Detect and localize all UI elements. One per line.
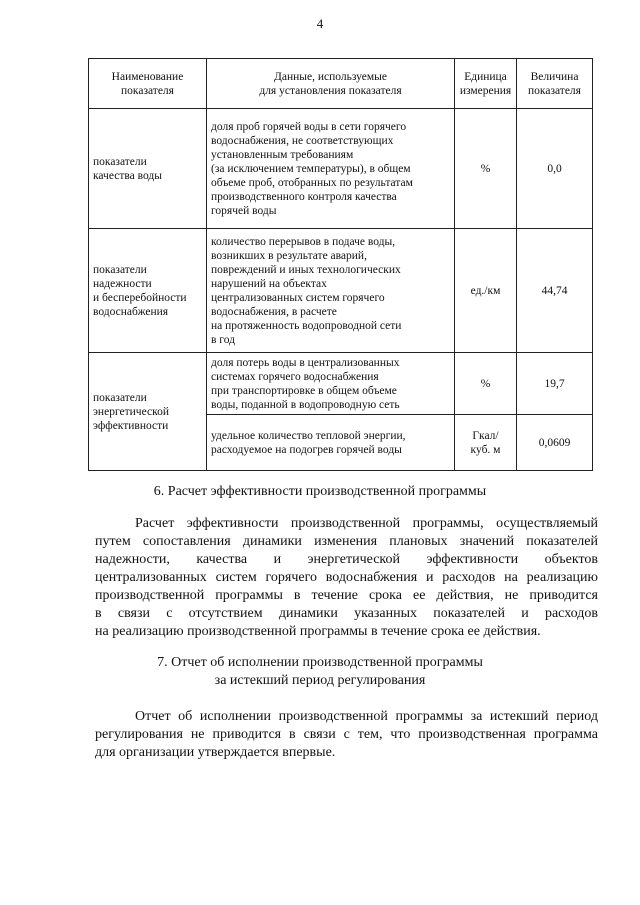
section-7-title-line-2: за истекший период регулирования: [214, 673, 426, 688]
indicator-name-cell: показатели качества воды: [89, 109, 207, 229]
indicator-data-cell: удельное количество тепловой энергии, расходуемое на подогрев горячей воды: [207, 415, 455, 471]
paragraph-line: на реализацию производственной программы в течение срока ее действия.: [95, 624, 541, 639]
indicator-data-cell: количество перерывов в подаче воды, возникших в результате аварий, повреждений и иных технологических нарушений на объектах централизованных систем горячего водоснабжения, в расчете на протяженность водопроводной сети в год: [207, 229, 455, 353]
paragraph-line: централизованных систем горячего водоснабжения и расходов на реализацию: [95, 570, 598, 585]
unit-cell: %: [455, 353, 517, 415]
table-row: [89, 109, 593, 229]
value-cell: 0,0: [517, 109, 593, 229]
indicator-data-cell: доля потерь воды в централизованных системах горячего водоснабжения при транспортировке в общем объеме воды, поданной в водопроводную сеть: [207, 353, 455, 415]
value-cell: 0,0609: [517, 415, 593, 471]
unit-cell: Гкал/ куб. м: [455, 415, 517, 471]
indicator-data-cell: доля проб горячей воды в сети горячего водоснабжения, не соответствующих установленным требованиям (за исключением температуры), в общем объеме проб, отобранных по результатам производственного контроля качества горячей воды: [207, 109, 455, 229]
section-6-paragraph: [95, 515, 598, 641]
paragraph-line: Расчет эффективности производственной программы, осуществляемый: [135, 516, 598, 531]
indicator-name-cell: показатели надежности и бесперебойности водоснабжения: [89, 229, 207, 353]
paragraph-line: регулирования не приводится в связи с тем, что производственная программа: [95, 727, 598, 742]
header-unit: Единица измерения: [455, 59, 517, 109]
section-7-title-line-1: 7. Отчет об исполнении производственной программы: [157, 655, 483, 670]
paragraph-line: в связи с отсутствием динамики указанных показателей и расходов: [95, 606, 598, 621]
value-cell: 19,7: [517, 353, 593, 415]
table-row: [89, 229, 593, 353]
paragraph-line: производственной программы в течение срока ее действия, не приводится: [95, 588, 598, 603]
paragraph-line: для организации утверждается впервые.: [95, 745, 336, 760]
header-indicator-name: Наименование показателя: [89, 59, 207, 109]
paragraph-line: Отчет об исполнении производственной программы за истекший период: [135, 709, 598, 724]
page-number: 4: [316, 16, 324, 31]
section-6-title: 6. Расчет эффективности производственной программы: [153, 484, 487, 499]
indicator-name-cell: показатели энергетической эффективности: [89, 353, 207, 471]
paragraph-line: надежности, качества и энергетической эффективности объектов: [95, 552, 598, 567]
value-cell: 44,74: [517, 229, 593, 353]
unit-cell: %: [455, 109, 517, 229]
section-7-paragraph: [95, 708, 598, 762]
header-value: Величина показателя: [517, 59, 593, 109]
indicators-table: [88, 58, 593, 471]
table-row: [89, 353, 593, 415]
header-data-used: Данные, используемые для установления показателя: [207, 59, 455, 109]
table-header-row: [89, 59, 593, 109]
paragraph-line: путем сопоставления динамики изменения плановых значений показателей: [95, 534, 598, 549]
unit-cell: ед./км: [455, 229, 517, 353]
